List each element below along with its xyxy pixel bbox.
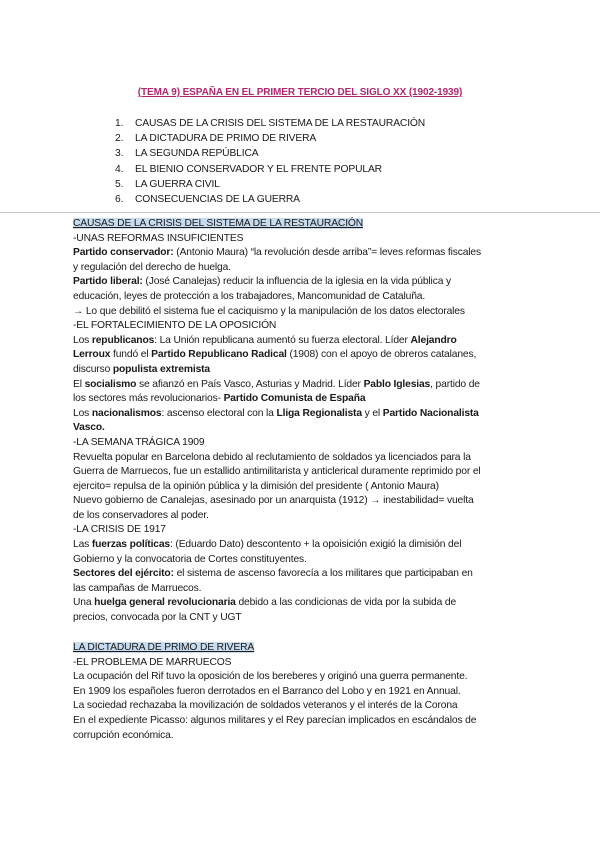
subheading: -LA SEMANA TRÁGICA 1909 xyxy=(73,436,205,448)
document-title: (TEMA 9) ESPAÑA EN EL PRIMER TERCIO DEL SIGLO XX (1902-1939) xyxy=(137,87,463,98)
paragraph-line: corrupción económica. xyxy=(73,729,174,741)
paragraph-line: Los republicanos: La Unión republicana aumentó su fuerza electoral. Líder Alejandro xyxy=(73,334,457,346)
paragraph-line: educación, leyes de protección a los trabajadores, Mancomunidad de Cataluña. xyxy=(73,290,426,302)
section-dictadura xyxy=(73,641,533,743)
paragraph-line: ejercito= repulsa de la opinión pública y la dimisión del presidente ( Antonio Maura) xyxy=(73,480,439,492)
subheading: -EL PROBLEMA DE MARRUECOS xyxy=(73,656,232,668)
toc-item: 5. LA GUERRA CIVIL xyxy=(115,178,220,190)
toc-item: 3. LA SEGUNDA REPÚBLICA xyxy=(115,148,259,160)
horizontal-divider xyxy=(0,212,600,213)
paragraph-line: de los conservadores al poder. xyxy=(73,509,209,521)
paragraph-line: Los nacionalismos: ascenso electoral con la Lliga Regionalista y el Partido Nacionalista xyxy=(73,407,479,419)
paragraph-line: precios, convocada por la CNT y UGT xyxy=(73,612,242,624)
paragraph-line: Una huelga general revolucionaria debido a las condicionas de vida por la subida de xyxy=(73,597,457,609)
paragraph-line: → Lo que debilitó el sistema fue el caciquismo y la manipulación de los datos electorales xyxy=(73,305,465,317)
paragraph-line: las campañas de Marruecos. xyxy=(73,582,202,594)
paragraph-line: En 1909 los españoles fueron derrotados en el Barranco del Lobo y en 1921 en Annual. xyxy=(73,685,461,697)
section-heading: LA DICTADURA DE PRIMO DE RIVERA xyxy=(73,642,255,653)
section-heading: CAUSAS DE LA CRISIS DEL SISTEMA DE LA RESTAURACIÓN xyxy=(73,218,364,229)
toc-item: 1. CAUSAS DE LA CRISIS DEL SISTEMA DE LA RESTAURACIÓN xyxy=(115,118,426,129)
paragraph-line: Lerroux fundó el Partido Republicano Radical (1908) con el apoyo de obreros catalanes, xyxy=(73,349,477,361)
paragraph-line: En el expediente Picasso: algunos militares y el Rey parecían implicados en escándalos de xyxy=(73,714,477,726)
paragraph-line: Partido liberal: (José Canalejas) reducir la influencia de la iglesia en la vida pública y xyxy=(73,276,451,288)
paragraph-line: discurso populista extremista xyxy=(73,363,210,375)
paragraph-line: Las fuerzas políticas: (Eduardo Dato) descontento + la opoisición exigió la dimisión del xyxy=(73,539,462,551)
paragraph-line: Partido conservador: (Antonio Maura) “la revolución desde arriba”= leves reformas fiscales xyxy=(73,247,481,259)
paragraph-line: Revuelta popular en Barcelona debido al reclutamiento de soldados ya licenciados para la xyxy=(73,451,471,463)
paragraph-line: La ocupación del Rif tuvo la oposición de los bereberes y originó una guerra permanente. xyxy=(73,671,468,683)
subheading: -LA CRISIS DE 1917 xyxy=(73,524,166,536)
section-causas xyxy=(73,217,533,626)
table-of-contents xyxy=(115,116,425,207)
subheading: -UNAS REFORMAS INSUFICIENTES xyxy=(73,232,244,244)
paragraph-line: Guerra de Marruecos, fue un estallido antimilitarista y anticlerical duramente reprimido por el xyxy=(73,466,481,478)
paragraph-line: Nuevo gobierno de Canalejas, asesinado por un anarquista (1912) → inestabilidad= vuelta xyxy=(73,495,474,507)
toc-item: 6. CONSECUENCIAS DE LA GUERRA xyxy=(115,194,300,206)
toc-item: 4. EL BIENIO CONSERVADOR Y EL FRENTE POPULAR xyxy=(115,163,382,175)
paragraph-line: y regulación del derecho de huelga. xyxy=(73,261,231,273)
toc-item: 2. LA DICTADURA DE PRIMO DE RIVERA xyxy=(115,133,317,145)
paragraph-line: La sociedad rechazaba la movilización de soldados veteranos y el interés de la Corona xyxy=(73,700,458,712)
paragraph-line: los sectores más revolucionarios- Partido Comunista de España xyxy=(73,393,366,405)
paragraph-line: El socialismo se afianzó en País Vasco, Asturias y Madrid. Líder Pablo Iglesias, partido de xyxy=(73,378,480,390)
paragraph-line: Vasco. xyxy=(73,422,105,434)
paragraph-line: Sectores del ejército: el sistema de ascenso favorecía a los militares que participaban en xyxy=(73,568,473,580)
subheading: -EL FORTALECIMIENTO DE LA OPOSICIÓN xyxy=(73,320,277,332)
paragraph-line: Gobierno y la convocatoria de Cortes constituyentes. xyxy=(73,553,307,565)
